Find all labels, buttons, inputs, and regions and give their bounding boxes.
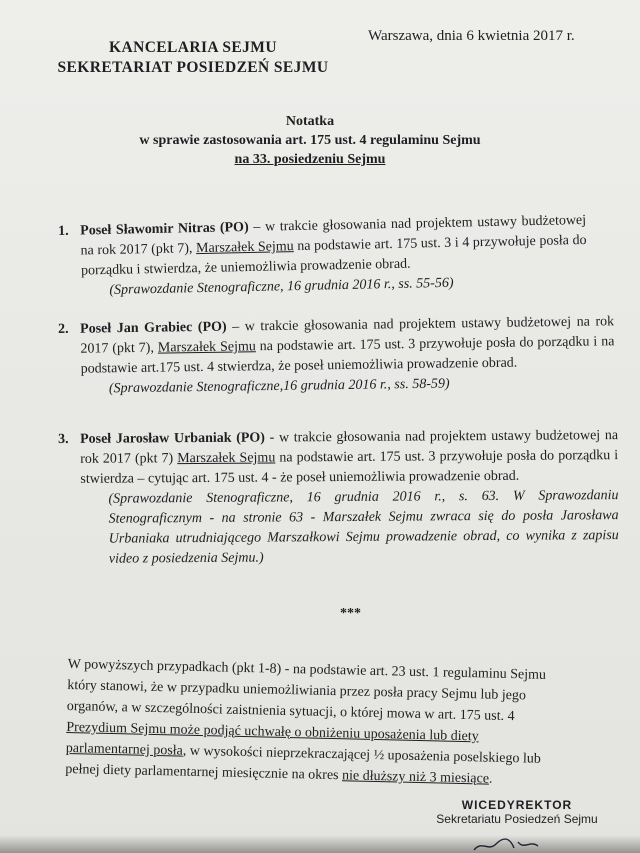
document-date: Warszawa, dnia 6 kwietnia 2017 r. bbox=[368, 28, 575, 44]
item-body bbox=[80, 426, 619, 570]
paragraph-text: , w wysokości nieprzekraczającej ½ uposażenia poselskiego lub bbox=[182, 743, 541, 767]
item-number: 1. bbox=[58, 223, 69, 239]
item-text: – w trakcie głosowania nad projektem ustawy budżetowej na rok 2017 (pkt 7), bbox=[80, 314, 615, 357]
signature-block bbox=[432, 798, 602, 826]
paragraph-line: organów, a w szczególności zaistnienia sytuacji, o której mowa w art. 175 ust. 4 bbox=[66, 698, 515, 725]
signature-unit: Sekretariatu Posiedzeń Sejmu bbox=[436, 812, 598, 826]
paragraph-text: . bbox=[488, 771, 493, 787]
organization-header bbox=[48, 38, 338, 78]
item-underlined-text: Marszałek Sejmu bbox=[157, 339, 256, 356]
item-reference: (Sprawozdanie Stenograficzne, 16 grudnia 2016 r., ss. 55-56) bbox=[109, 275, 454, 298]
item-underlined-text: Marszałek Sejmu bbox=[195, 239, 294, 257]
item-text: na podstawie art. 175 ust. 3 przywołuje posła do porządku i stwierdza – cytując art. 175 ust. 4 - że poseł uniemożliwia prowadzenie obrad. bbox=[80, 448, 619, 487]
title-line3: na 33. posiedzeniu Sejmu bbox=[234, 152, 386, 167]
item-number: 3. bbox=[58, 431, 69, 447]
list-item bbox=[58, 426, 619, 570]
handwritten-signature-icon bbox=[470, 836, 550, 853]
org-name-line2: SEKRETARIAT POSIEDZEŃ SEJMU bbox=[57, 59, 329, 76]
underlined-phrase: parlamentarnej posła bbox=[65, 740, 184, 759]
item-reference: (Sprawozdanie Stenograficzne, 16 grudnia 2016 r., s. 63. W Sprawozdaniu Stenograficznym - na stronie 63 - Marszałek Sejmu zwraca się do posła Jarosława Urbaniaka utrudniającego Marszałkowi Sejmu prowadzenie obrad, co wynika z zapisu video z posiedzenia Sejmu.) bbox=[108, 488, 619, 567]
item-reference: (Sprawozdanie Stenograficzne,16 grudnia 2016 r., ss. 58-59) bbox=[108, 376, 450, 397]
item-underlined-text: Marszałek Sejmu bbox=[177, 450, 276, 467]
paragraph-line: W powyższych przypadkach (pkt 1-8) - na podstawie art. 23 ust. 1 regulaminu Sejmu bbox=[67, 656, 547, 683]
item-lead: Poseł Sławomir Nitras (PO) bbox=[80, 220, 249, 239]
section-separator: *** bbox=[340, 606, 361, 621]
item-lead: Poseł Jarosław Urbaniak (PO) bbox=[80, 430, 266, 447]
signature-title: WICEDYREKTOR bbox=[461, 798, 573, 812]
title-line2: w sprawie zastosowania art. 175 ust. 4 regulaminu Sejmu bbox=[139, 133, 481, 148]
item-text: – w trakcie głosowania nad projektem ustawy budżetowej na rok 2017 (pkt 7), bbox=[80, 212, 587, 259]
item-text: na podstawie art. 175 ust. 3 i 4 przywołuje posła do porządku i stwierdza, że uniemożliwia prowadzenie obrad. bbox=[80, 232, 587, 279]
item-body bbox=[80, 211, 588, 302]
org-name-line1: KANCELARIA SEJMU bbox=[109, 39, 277, 56]
item-lead: Poseł Jan Grabiec (PO) bbox=[80, 319, 227, 337]
item-text: na podstawie art. 175 ust. 3 przywołuje posła do porządku i na podstawie art.175 ust. 4 stwierdza, że poseł uniemożliwia prowadzenie obrad. bbox=[80, 334, 615, 377]
item-number: 2. bbox=[58, 321, 69, 337]
paragraph-line: który stanowi, że w przypadku uniemożliwiania przez posła pracy Sejmu lub jego bbox=[67, 677, 527, 704]
paragraph-line-underlined: Prezydium Sejmu może podjąć uchwałę o obniżeniu uposażenia lub diety bbox=[66, 719, 479, 745]
paragraph-text: pełnej diety parlamentarnej miesięcznie na okres bbox=[65, 761, 343, 784]
underlined-phrase: nie dłuższy niż 3 miesiące bbox=[341, 768, 490, 787]
item-body bbox=[80, 312, 615, 399]
item-text: - w trakcie głosowania nad projektem ustawy budżetowej na rok 2017 (pkt 7) bbox=[80, 428, 619, 467]
closing-paragraph bbox=[65, 654, 640, 794]
list-item bbox=[58, 211, 588, 302]
document-title bbox=[130, 112, 490, 169]
list-item bbox=[58, 312, 615, 400]
title-line1: Notatka bbox=[285, 114, 335, 129]
